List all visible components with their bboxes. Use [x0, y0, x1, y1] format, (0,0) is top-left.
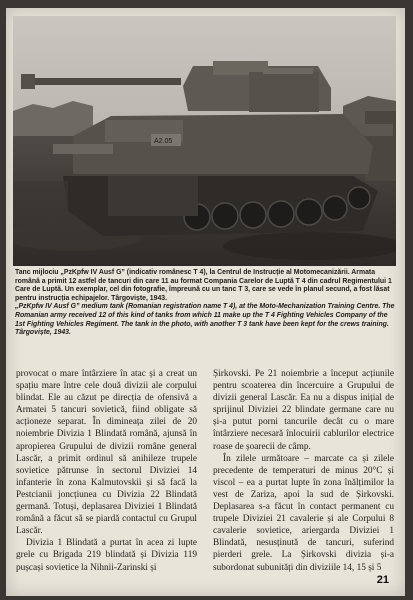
tank-photo-image	[13, 16, 396, 266]
caption-romanian: Tanc mijlociu „PzKpfw IV Ausf G” (indicativ românesc T 4), la Centrul de Instrucție al Motomecanizării. Armata română a primit 12 astfel de tancuri din care 11 au format Compania Carelor de Luptă T 4 din cadrul Regimentului 1 Care de Luptă. Un exemplar, cel din fotografie, împreună cu un tanc T 3, care se vede în planul secund, a fost lăsat pentru instrucția echipajelor. Târgoviște, 1943.	[15, 269, 392, 302]
tank-number-plate: A2.05	[154, 138, 173, 145]
text-column-left	[16, 368, 197, 574]
paragraph: În zilele următoare – marcate ca și zilele precedente de temperaturi de minus 20°C și viscol – ea a purtat lupte în zona înălțimilor la vest de Zariza, apoi la sud de Șirkovski. Deplasarea s-a făcut în contact permanent cu trupele Diviziei 21 cavalerie și ale Corpului 8 cavalerie sovietice, ariergarda Diviziei 1 Blindată, nesusținută de tancuri, suferind pierderi grele. La Șirkovski divizia și-a subordonat subunități din diviziile 14, 15 și 5	[213, 453, 394, 573]
paragraph: Divizia 1 Blindată a purtat în acea zi lupte grele cu Brigada 219 blindată și Divizia 119 pușcași sovietice la Nihnii-Zarinski și	[16, 538, 197, 573]
text-column-right	[213, 368, 394, 574]
page-number: 21	[376, 574, 389, 586]
book-page	[6, 8, 405, 596]
tank-photograph	[13, 16, 396, 266]
caption-english: „PzKpfw IV Ausf G” medium tank (Romanian registration name T 4), at the Moto-Mechanization Training Centre. The Romanian army received 12 of this kind of tanks from which 11 make up the T 4 Fighting Vehicles Company of the 1st Fighting Vehicles Regiment. The tank in the photo, with another T 3 tank have been kept for the crews training. Târgoviște, 1943.	[15, 303, 395, 337]
photo-caption	[15, 269, 396, 338]
paragraph: provocat o mare întârziere în atac și a creat un spațiu mare între cele două divizii ale corpului blindat. Ele au căzut pe direcția de ofensivă a Armatei 5 tancuri sovietică, fiind obligate să acționeze separat. În dimineața zilei de 20 noiembrie Divizia 1 Blindată română, ajunsă în apropierea Grupului de divizii române general Lascăr, a primit ordinul să anihileze trupele sovietice pătrunse în sectorul Diviziei 14 infanterie în zona Kalmutovskii și să facă la Pestcianii joncțiunea cu Divizia 22 Blindată germană. Totuși, deplasarea Diviziei 1 Blindată română a făcut să se piardă contactul cu Grupul Lascăr.	[16, 369, 197, 537]
paragraph: Șirkovski. Pe 21 noiembrie a început acțiunile pentru scoaterea din încercuire a Grupului de divizii general Lascăr. Ea nu a dispus inițial de sprijinul Diviziei 22 blindate germane care nu și-a putut porni tancurile decât cu o mare întârziere necesară înlocuirii cablurilor electrice roase de șoarecii de câmp.	[213, 369, 394, 452]
